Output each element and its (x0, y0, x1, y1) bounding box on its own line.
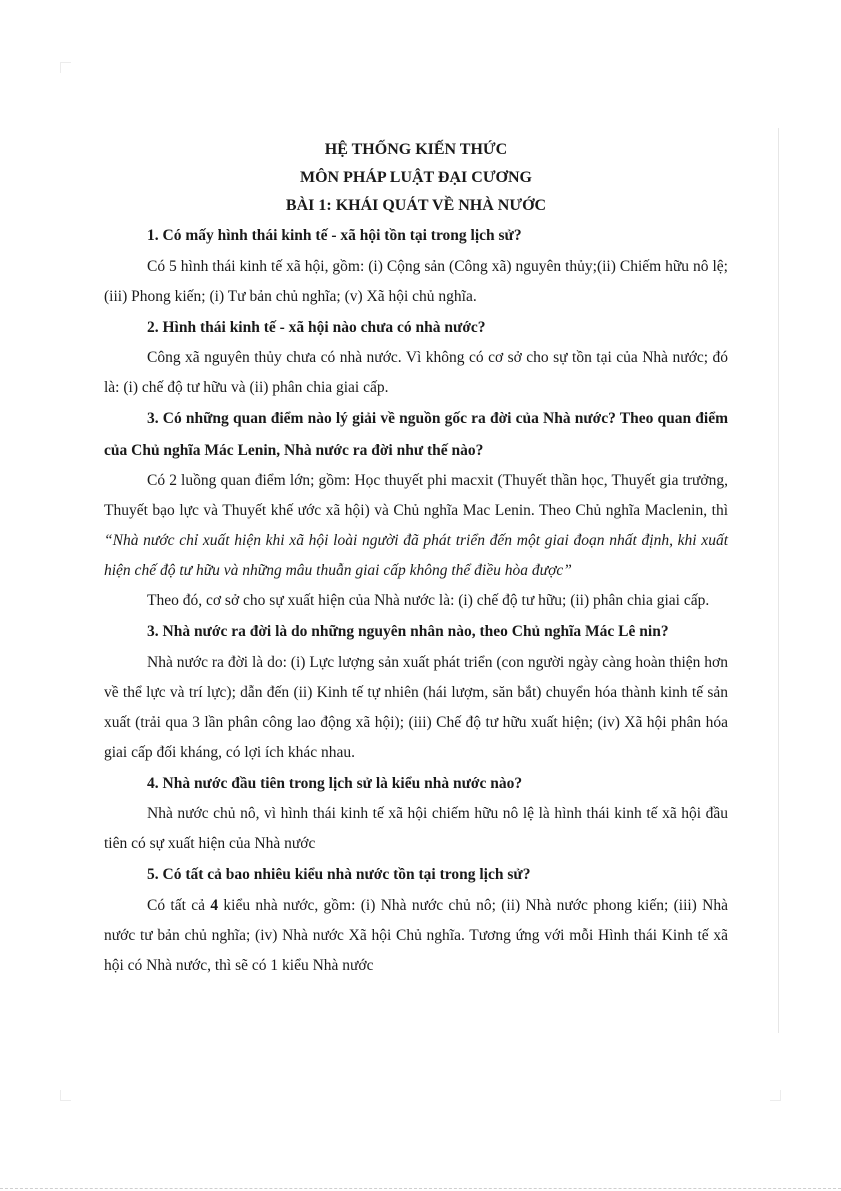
crop-mark-top-left (60, 62, 71, 73)
doc-title-line-2: MÔN PHÁP LUẬT ĐẠI CƯƠNG (300, 169, 532, 186)
question-6: 5. Có tất cả bao nhiêu kiểu nhà nước tồn tại trong lịch sử? (147, 866, 531, 883)
crop-mark-bottom-left (60, 1090, 71, 1101)
doc-title-line-1: HỆ THỐNG KIẾN THỨC (324, 141, 508, 158)
right-margin-line (778, 128, 779, 1033)
answer-3-quote: “Nhà nước chỉ xuất hiện khi xã hội loài người đã phát triển đến một giai đoạn nhất định, khi xuất hiện chế độ tư hữu và những mâu thuẫn giai cấp không thể điều hòa được” (104, 532, 728, 579)
answer-6-post: kiểu nhà nước, gồm: (i) Nhà nước chủ nô; (ii) Nhà nước phong kiến; (iii) Nhà nước tư bản chủ nghĩa; (iv) Nhà nước Xã hội Chủ nghĩa. Tương ứng với mỗi Hình thái Kinh tế xã hội có Nhà nước, thì sẽ có 1 kiểu Nhà nước (104, 896, 728, 974)
question-5: 4. Nhà nước đầu tiên trong lịch sử là kiểu nhà nước nào? (147, 774, 523, 792)
answer-5: Nhà nước chủ nô, vì hình thái kinh tế xã hội chiếm hữu nô lệ là hình thái kinh tế xã hội đầu tiên có sự xuất hiện của Nhà nước (104, 805, 728, 852)
answer-6-count: 4 (210, 896, 219, 914)
answer-1: Có 5 hình thái kinh tế xã hội, gồm: (i) Cộng sản (Công xã) nguyên thủy;(ii) Chiếm hữu nô lệ; (iii) Phong kiến; (i) Tư bản chủ nghĩa; (v) Xã hội chủ nghĩa. (104, 257, 728, 305)
answer-3 (104, 466, 728, 586)
question-4: 3. Nhà nước ra đời là do những nguyên nhân nào, theo Chủ nghĩa Mác Lê nin? (147, 623, 669, 640)
answer-2: Công xã nguyên thủy chưa có nhà nước. Vì không có cơ sở cho sự tồn tại của Nhà nước; đó là: (i) chế độ tư hữu và (ii) phân chia giai cấp. (104, 349, 728, 396)
answer-3-text: Có 2 luồng quan điểm lớn; gồm: Học thuyết phi macxit (Thuyết thần học, Thuyết gia trưởng, Thuyết bạo lực và Thuyết khế ước xã hội) và Chủ nghĩa Mac Lenin. Theo Chủ nghĩa Maclenin, thì (104, 472, 728, 519)
answer-4: Nhà nước ra đời là do: (i) Lực lượng sản xuất phát triển (con người ngày càng hoàn thiện hơn về thể lực và trí lực); dẫn đến (ii) Kinh tế tự nhiên (hái lượm, săn bắt) chuyển hóa thành kinh tế sản xuất (trải qua 3 lần phân công lao động xã hội); (iii) Chế độ tư hữu xuất hiện; (iv) Xã hội phân hóa giai cấp đối kháng, có lợi ích khác nhau. (104, 653, 728, 761)
answer-6 (104, 891, 728, 981)
question-3: 3. Có những quan điểm nào lý giải về nguồn gốc ra đời của Nhà nước? Theo quan điểm của Chủ nghĩa Mác Lenin, Nhà nước ra đời như thế nào? (104, 410, 728, 459)
document-body (104, 136, 728, 981)
question-1: 1. Có mấy hình thái kinh tế - xã hội tồn tại trong lịch sử? (147, 227, 522, 244)
crop-mark-bottom-right (770, 1090, 781, 1101)
doc-title-line-3: BÀI 1: KHÁI QUÁT VỀ NHÀ NƯỚC (285, 197, 547, 214)
question-2: 2. Hình thái kinh tế - xã hội nào chưa có nhà nước? (147, 318, 486, 336)
answer-3b: Theo đó, cơ sở cho sự xuất hiện của Nhà nước là: (i) chế độ tư hữu; (ii) phân chia giai cấp. (147, 592, 710, 609)
answer-6-pre: Có tất cả (147, 896, 211, 914)
